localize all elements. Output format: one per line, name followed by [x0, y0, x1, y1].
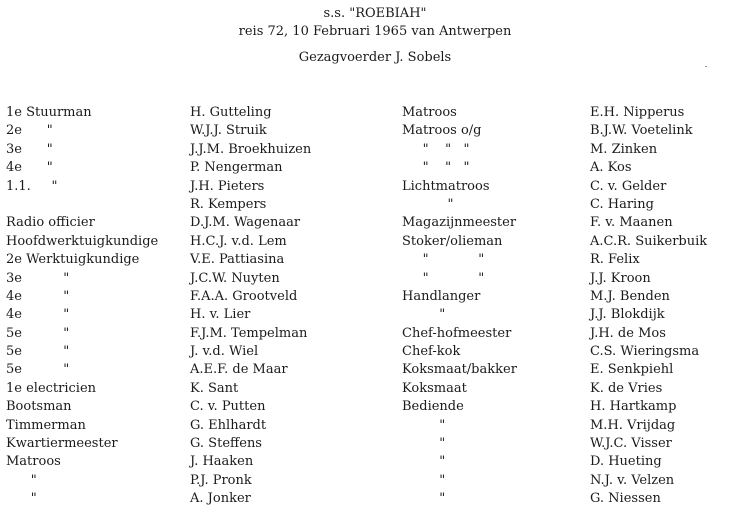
crew-rank: 4e " — [6, 288, 70, 304]
crew-name: J. v.d. Wiel — [190, 344, 259, 360]
crew-rank: 5e " — [6, 362, 70, 378]
crew-name: M. Zinken — [590, 141, 658, 157]
crew-name: J.J.M. Broekhuizen — [190, 141, 312, 157]
crew-rank: Timmerman — [6, 417, 86, 433]
crew-rank — [6, 196, 158, 214]
captain-line: Gezagvoerder J. Sobels — [298, 50, 452, 65]
crew-rank: " — [402, 196, 454, 212]
crew-rank: Hoofdwerktuigkundige — [6, 233, 159, 249]
crew-rank: Kwartiermeester — [6, 436, 118, 452]
crew-rank: Matroos — [6, 454, 61, 470]
crew-rank: " — [402, 307, 446, 323]
right-ranks-column — [402, 104, 517, 509]
crew-rank: 4e " — [6, 160, 53, 176]
left-ranks-column — [6, 104, 158, 509]
crew-name: G. Niessen — [590, 491, 661, 507]
crew-rank: " — [6, 472, 37, 488]
crew-name: F. v. Maanen — [590, 215, 673, 231]
crew-name: E.H. Nipperus — [590, 105, 685, 120]
crew-rank: Radio officier — [6, 215, 95, 231]
crew-rank: Matroos o/g — [402, 123, 482, 139]
crew-name: H. Hartkamp — [590, 399, 677, 415]
crew-name: P.J. Pronk — [190, 472, 252, 488]
crew-rank: 2e " — [6, 123, 53, 139]
crew-name: J.H. Pieters — [190, 178, 265, 194]
crew-rank: Bediende — [402, 399, 464, 415]
crew-rank: Koksmaat — [402, 380, 467, 396]
ship-name: s.s. "ROEBIAH" — [323, 6, 427, 21]
crew-name: J.J. Kroon — [590, 270, 651, 286]
crew-name: K. Sant — [190, 380, 239, 396]
crew-rank: 1e electricien — [6, 380, 97, 396]
crew-name: G. Ehlhardt — [190, 417, 267, 433]
crew-name: W.J.C. Visser — [590, 436, 672, 452]
crew-name: D. Hueting — [590, 454, 662, 470]
crew-rank: Magazijnmeester — [402, 215, 517, 231]
crew-rank: Handlanger — [402, 288, 481, 304]
crew-name: J.J. Blokdijk — [590, 307, 665, 323]
crew-name: J. Haaken — [190, 454, 254, 470]
crew-rank: " — [6, 491, 37, 507]
crew-name: V.E. Pattiasina — [190, 252, 285, 268]
crew-name: A.E.F. de Maar — [190, 362, 288, 378]
crew-rank: 1.1. " — [6, 178, 58, 194]
crew-name: C.S. Wieringsma — [590, 344, 700, 360]
crew-rank: 5e " — [6, 344, 70, 360]
crew-name: J.H. de Mos — [590, 325, 666, 341]
crew-name: A.C.R. Suikerbuik — [590, 233, 708, 249]
crew-name: K. de Vries — [590, 380, 663, 396]
crew-rank: Lichtmatroos — [402, 178, 490, 194]
crew-rank: Stoker/olieman — [402, 233, 503, 249]
crew-name: A. Kos — [590, 160, 632, 176]
crew-rank: Bootsman — [6, 399, 72, 415]
crew-rank: " " " — [402, 141, 470, 157]
crew-name: F.J.M. Tempelman — [190, 325, 308, 341]
crew-name: H. Gutteling — [190, 105, 272, 120]
voyage-line: reis 72, 10 Februari 1965 van Antwerpen — [238, 24, 512, 39]
crew-rank: 5e " — [6, 325, 70, 341]
crew-name: C. v. Putten — [190, 399, 266, 415]
crew-rank: Chef-hofmeester — [402, 325, 512, 341]
crew-name: H. v. Lier — [190, 307, 251, 323]
crew-name: R. Felix — [590, 252, 640, 268]
speck-mark — [705, 66, 707, 67]
crew-rank: 3e " — [6, 141, 53, 157]
crew-rank: " — [402, 472, 446, 488]
crew-rank: 1e Stuurman — [6, 105, 92, 120]
left-names-column — [190, 104, 311, 509]
crew-name: W.J.J. Struik — [190, 123, 267, 139]
crew-rank: " " — [402, 270, 485, 286]
crew-name: F.A.A. Grootveld — [190, 288, 298, 304]
crew-name: M.H. Vrijdag — [590, 417, 676, 433]
crew-name: A. Jonker — [190, 491, 251, 507]
crew-name: R. Kempers — [190, 196, 267, 212]
crew-name: P. Nengerman — [190, 160, 283, 176]
crew-name: E. Senkpiehl — [590, 362, 674, 378]
crew-rank: " — [402, 454, 446, 470]
crew-rank: " — [402, 417, 446, 433]
crew-name: J.C.W. Nuyten — [190, 270, 280, 286]
crew-rank: 3e " — [6, 270, 70, 286]
crew-rank: 2e Werktuigkundige — [6, 252, 140, 268]
crew-name: B.J.W. Voetelink — [590, 123, 693, 139]
crew-rank: " — [402, 436, 446, 452]
crew-rank: " " " — [402, 160, 470, 176]
crew-name: H.C.J. v.d. Lem — [190, 233, 287, 249]
crew-rank: " " — [402, 252, 485, 268]
right-names-column — [590, 104, 707, 509]
crew-name: G. Steffens — [190, 436, 262, 452]
crew-name: C. Haring — [590, 196, 654, 212]
crew-rank: 4e " — [6, 307, 70, 323]
crew-rank: Koksmaat/bakker — [402, 362, 517, 378]
crew-rank: Matroos — [402, 105, 457, 120]
crew-name: M.J. Benden — [590, 288, 670, 304]
crew-rank: " — [402, 491, 446, 507]
crew-name: D.J.M. Wagenaar — [190, 215, 301, 231]
crew-rank: Chef-kok — [402, 344, 461, 360]
crew-name: N.J. v. Velzen — [590, 472, 675, 488]
crew-name: C. v. Gelder — [590, 178, 667, 194]
